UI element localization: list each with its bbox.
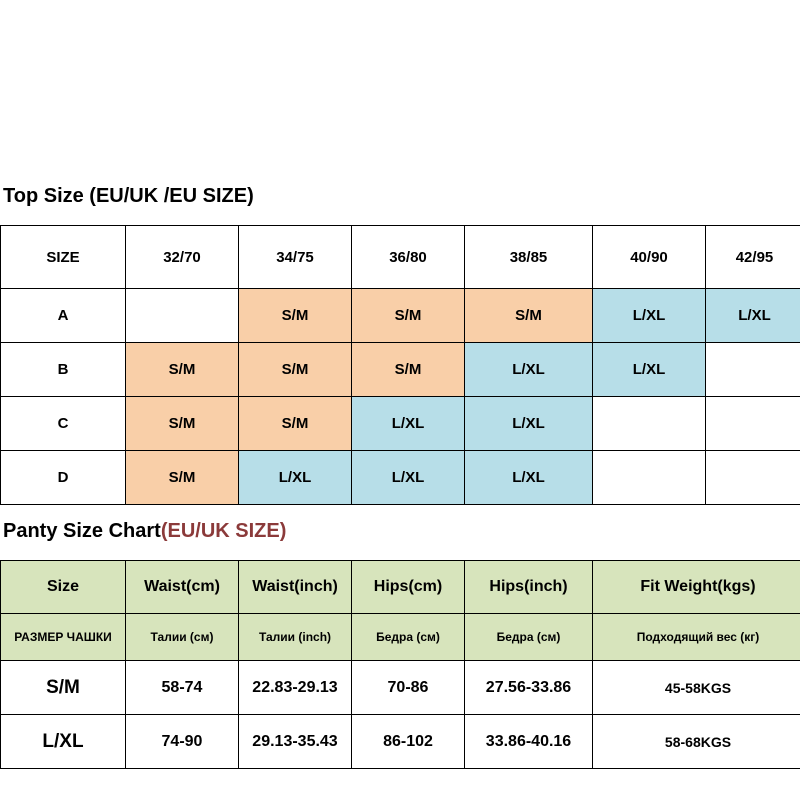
waist-inch-cell: 29.13-35.43 bbox=[239, 715, 352, 769]
header-cell-band: 36/80 bbox=[352, 226, 465, 289]
hips-cm-cell: 86-102 bbox=[352, 715, 465, 769]
size-cell: S/M bbox=[126, 343, 239, 397]
cup-label: D bbox=[1, 451, 126, 505]
size-cell bbox=[706, 451, 800, 505]
header-cell: Fit Weight(kgs) bbox=[593, 561, 800, 614]
header-cell: Waist(inch) bbox=[239, 561, 352, 614]
cup-label: B bbox=[1, 343, 126, 397]
header-cell-band: 38/85 bbox=[465, 226, 593, 289]
size-label: S/M bbox=[1, 661, 126, 715]
header-cell-size: SIZE bbox=[1, 226, 126, 289]
size-cell: S/M bbox=[239, 289, 352, 343]
size-cell: L/XL bbox=[352, 397, 465, 451]
size-cell: L/XL bbox=[593, 289, 706, 343]
size-cell: S/M bbox=[352, 343, 465, 397]
header-cell-ru: РАЗМЕР ЧАШКИ bbox=[1, 614, 126, 661]
header-cell-ru: Талии (inch) bbox=[239, 614, 352, 661]
table-row-cup-b bbox=[1, 343, 800, 397]
header-cell: Hips(cm) bbox=[352, 561, 465, 614]
size-cell: L/XL bbox=[239, 451, 352, 505]
size-cell: S/M bbox=[352, 289, 465, 343]
header-cell-band: 42/95 bbox=[706, 226, 800, 289]
hips-cm-cell: 70-86 bbox=[352, 661, 465, 715]
panty-header-row-russian bbox=[1, 614, 800, 661]
header-cell-band: 32/70 bbox=[126, 226, 239, 289]
waist-cm-cell: 74-90 bbox=[126, 715, 239, 769]
table-row-cup-a bbox=[1, 289, 800, 343]
panty-size-table bbox=[0, 560, 800, 769]
fit-weight-cell: 45-58KGS bbox=[593, 661, 800, 715]
header-cell-ru: Подходящий вес (кг) bbox=[593, 614, 800, 661]
size-label: L/XL bbox=[1, 715, 126, 769]
header-cell: Hips(inch) bbox=[465, 561, 593, 614]
table-row-cup-c bbox=[1, 397, 800, 451]
header-cell: Waist(cm) bbox=[126, 561, 239, 614]
header-cell-band: 40/90 bbox=[593, 226, 706, 289]
top-size-title: Top Size (EU/UK /EU SIZE) bbox=[3, 185, 254, 207]
cup-label: C bbox=[1, 397, 126, 451]
top-size-table bbox=[0, 225, 800, 505]
size-cell: S/M bbox=[239, 397, 352, 451]
header-cell-band: 34/75 bbox=[239, 226, 352, 289]
size-cell: S/M bbox=[239, 343, 352, 397]
size-cell: L/XL bbox=[706, 289, 800, 343]
header-cell-ru: Бедра (см) bbox=[465, 614, 593, 661]
cup-label: A bbox=[1, 289, 126, 343]
header-cell-ru: Бедра (см) bbox=[352, 614, 465, 661]
size-cell: S/M bbox=[465, 289, 593, 343]
hips-inch-cell: 33.86-40.16 bbox=[465, 715, 593, 769]
table-row-sm bbox=[1, 661, 800, 715]
panty-size-title bbox=[3, 520, 286, 543]
hips-inch-cell: 27.56-33.86 bbox=[465, 661, 593, 715]
size-cell: L/XL bbox=[465, 451, 593, 505]
fit-weight-cell: 58-68KGS bbox=[593, 715, 800, 769]
size-cell: L/XL bbox=[465, 397, 593, 451]
top-table-header-row bbox=[1, 226, 800, 289]
size-cell bbox=[126, 289, 239, 343]
size-cell: S/M bbox=[126, 451, 239, 505]
header-cell-ru: Талии (см) bbox=[126, 614, 239, 661]
size-cell bbox=[593, 451, 706, 505]
size-cell bbox=[706, 343, 800, 397]
panty-header-row bbox=[1, 561, 800, 614]
size-cell: L/XL bbox=[352, 451, 465, 505]
header-cell: Size bbox=[1, 561, 126, 614]
size-cell bbox=[706, 397, 800, 451]
table-row-lxl bbox=[1, 715, 800, 769]
size-cell: L/XL bbox=[465, 343, 593, 397]
size-cell: S/M bbox=[126, 397, 239, 451]
waist-cm-cell: 58-74 bbox=[126, 661, 239, 715]
size-cell: L/XL bbox=[593, 343, 706, 397]
waist-inch-cell: 22.83-29.13 bbox=[239, 661, 352, 715]
table-row-cup-d bbox=[1, 451, 800, 505]
panty-title-main: Panty Size Chart bbox=[3, 520, 161, 542]
size-cell bbox=[593, 397, 706, 451]
panty-title-accent: (EU/UK SIZE) bbox=[160, 520, 287, 542]
